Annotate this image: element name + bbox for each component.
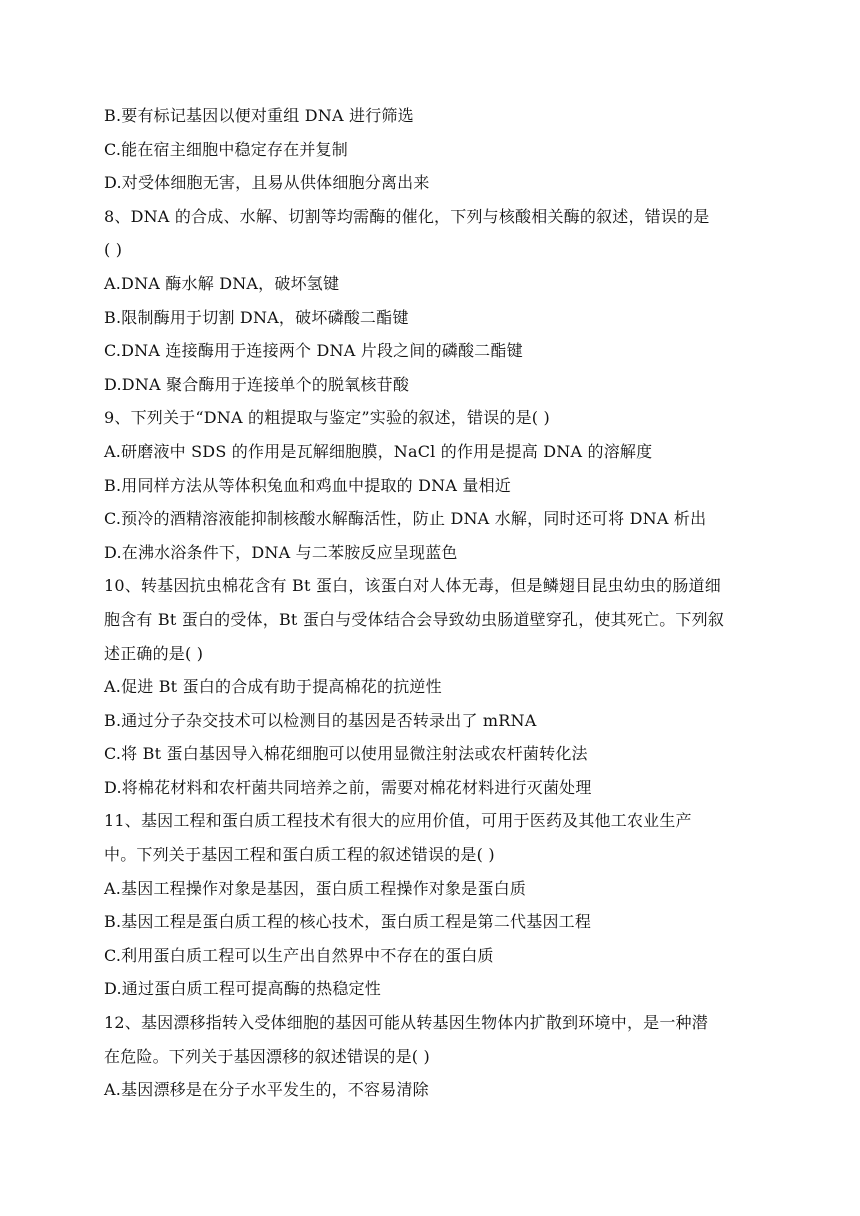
option-10d: D.将棉花材料和农杆菌共同培养之前，需要对棉花材料进行灭菌处理	[104, 777, 592, 797]
question-10-stem-line-2: 胞含有 Bt 蛋白的受体，Bt 蛋白与受体结合会导致幼虫肠道壁穿孔，使其死亡。下列叙	[104, 609, 725, 629]
option-10a: A.促进 Bt 蛋白的合成有助于提高棉花的抗逆性	[104, 677, 442, 697]
question-9-stem: 9、下列关于“DNA 的粗提取与鉴定”实验的叙述，错误的是( )	[104, 408, 550, 428]
option-8d: D.DNA 聚合酶用于连接单个的脱氧核苷酸	[104, 374, 410, 394]
option-11b: B.基因工程是蛋白质工程的核心技术，蛋白质工程是第二代基因工程	[104, 912, 592, 932]
question-8-stem: 8、DNA 的合成、水解、切割等均需酶的催化，下列与核酸相关酶的叙述，错误的是	[104, 206, 710, 226]
question-12-stem-line-2: 在危险。下列关于基因漂移的叙述错误的是( )	[104, 1046, 430, 1066]
option-9d: D.在沸水浴条件下，DNA 与二苯胺反应呈现蓝色	[104, 542, 458, 562]
option-12a: A.基因漂移是在分子水平发生的，不容易清除	[104, 1080, 429, 1100]
option-9b: B.用同样方法从等体积兔血和鸡血中提取的 DNA 量相近	[104, 475, 511, 495]
option-8b: B.限制酶用于切割 DNA，破坏磷酸二酯键	[104, 307, 409, 327]
option-7c: C.能在宿主细胞中稳定存在并复制	[104, 139, 348, 159]
question-12-stem-line-1: 12、基因漂移指转入受体细胞的基因可能从转基因生物体内扩散到环境中，是一种潜	[104, 1013, 708, 1033]
option-7b: B.要有标记基因以便对重组 DNA 进行筛选	[104, 106, 414, 125]
question-11-stem-line-1: 11、基因工程和蛋白质工程技术有很大的应用价值，可用于医药及其他工农业生产	[104, 811, 692, 831]
question-text-block	[104, 99, 760, 1107]
option-11d: D.通过蛋白质工程可提高酶的热稳定性	[104, 979, 381, 999]
option-8a: A.DNA 酶水解 DNA，破坏氢键	[104, 273, 340, 293]
option-10b: B.通过分子杂交技术可以检测目的基因是否转录出了 mRNA	[104, 710, 537, 730]
question-8-blank: ( )	[104, 240, 123, 260]
option-9c: C.预冷的酒精溶液能抑制核酸水解酶活性，防止 DNA 水解，同时还可将 DNA 析出	[104, 509, 707, 529]
question-10-stem-line-3: 述正确的是( )	[104, 643, 204, 663]
option-9a: A.研磨液中 SDS 的作用是瓦解细胞膜，NaCl 的作用是提高 DNA 的溶解度	[104, 441, 653, 461]
question-10-stem-line-1: 10、转基因抗虫棉花含有 Bt 蛋白，该蛋白对人体无毒，但是鳞翅目昆虫幼虫的肠道细	[104, 576, 721, 596]
option-11c: C.利用蛋白质工程可以生产出自然界中不存在的蛋白质	[104, 945, 494, 965]
question-11-stem-line-2: 中。下列关于基因工程和蛋白质工程的叙述错误的是( )	[104, 845, 495, 865]
option-7d: D.对受体细胞无害，且易从供体细胞分离出来	[104, 173, 430, 193]
option-11a: A.基因工程操作对象是基因，蛋白质工程操作对象是蛋白质	[104, 878, 527, 898]
option-10c: C.将 Bt 蛋白基因导入棉花细胞可以使用显微注射法或农杆菌转化法	[104, 744, 588, 764]
option-8c: C.DNA 连接酶用于连接两个 DNA 片段之间的磷酸二酯键	[104, 341, 523, 361]
